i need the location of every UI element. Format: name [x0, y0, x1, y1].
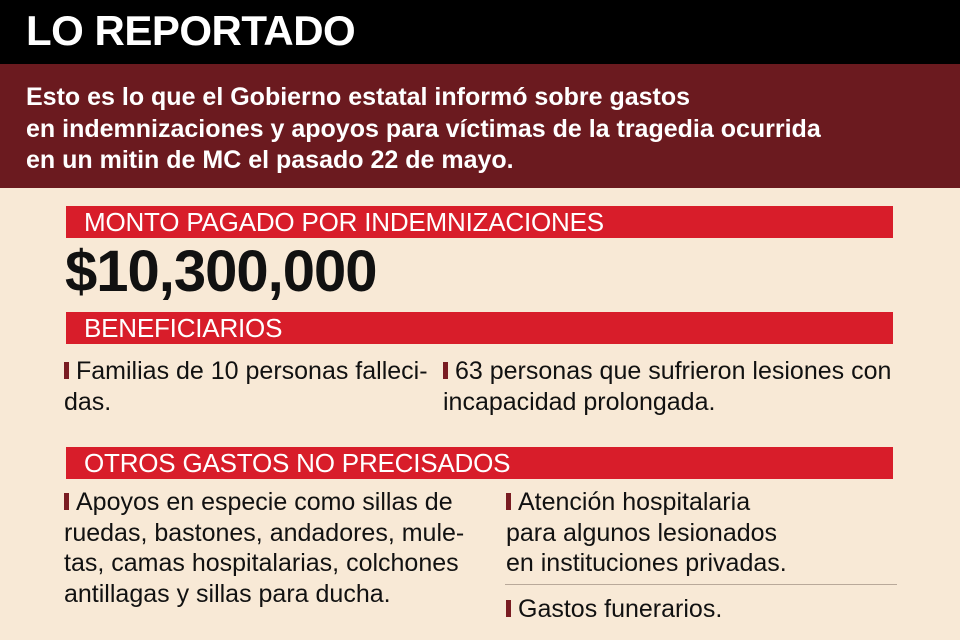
otros-right-bottom-item	[506, 594, 906, 625]
section-label-monto: MONTO PAGADO POR INDEMNIZACIONES	[84, 207, 604, 237]
intro-line: en un mitin de MC el pasado 22 de mayo.	[26, 146, 514, 174]
list-item-line: para algunos lesionados	[506, 518, 778, 547]
list-item-line	[64, 356, 434, 387]
section-bar-monto	[66, 206, 893, 238]
list-item-text: Familias de 10 personas falleci-	[76, 357, 428, 385]
beneficiarios-right-item	[443, 356, 923, 417]
intro-panel	[0, 64, 960, 188]
bullet-marker	[64, 362, 69, 379]
intro-line: Esto es lo que el Gobierno estatal informó sobre gastos	[26, 83, 691, 111]
amount-value: $10,300,000	[65, 239, 377, 304]
otros-left-item	[64, 487, 484, 609]
list-item-line: incapacidad prolongada.	[443, 387, 716, 416]
beneficiarios-left-item	[64, 356, 434, 417]
page-title: LO REPORTADO	[26, 7, 356, 54]
bullet-marker	[506, 600, 511, 617]
list-item-line: das.	[64, 387, 112, 416]
section-label-beneficiarios: BENEFICIARIOS	[84, 313, 283, 343]
header-bar	[0, 0, 960, 64]
intro-line: en indemnizaciones y apoyos para víctimas de la tragedia ocurrida	[26, 114, 821, 143]
list-item-text: 63 personas que sufrieron lesiones con	[455, 357, 892, 385]
list-item-line: ruedas, bastones, andadores, mule-	[64, 518, 465, 547]
section-bar-beneficiarios	[66, 312, 893, 344]
list-item-line: en instituciones privadas.	[506, 549, 787, 577]
list-item-text: Apoyos en especie como sillas de	[76, 488, 453, 516]
list-item-line	[506, 487, 906, 518]
list-item-line: antillagas y sillas para ducha.	[64, 579, 391, 608]
list-item-line	[64, 487, 484, 518]
list-item-text: Atención hospitalaria	[518, 488, 751, 516]
bullet-marker	[443, 362, 448, 379]
bullet-marker	[506, 493, 511, 510]
list-item-line	[443, 356, 923, 387]
list-item-line	[506, 594, 906, 625]
list-item-line: tas, camas hospitalarias, colchones	[64, 549, 459, 577]
bullet-marker	[64, 493, 69, 510]
otros-right-top-item	[506, 487, 906, 579]
intro-text	[26, 82, 936, 177]
section-bar-otros	[66, 447, 893, 479]
list-item-text: Gastos funerarios.	[518, 595, 723, 623]
section-label-otros: OTROS GASTOS NO PRECISADOS	[84, 448, 511, 478]
item-divider	[505, 584, 897, 585]
